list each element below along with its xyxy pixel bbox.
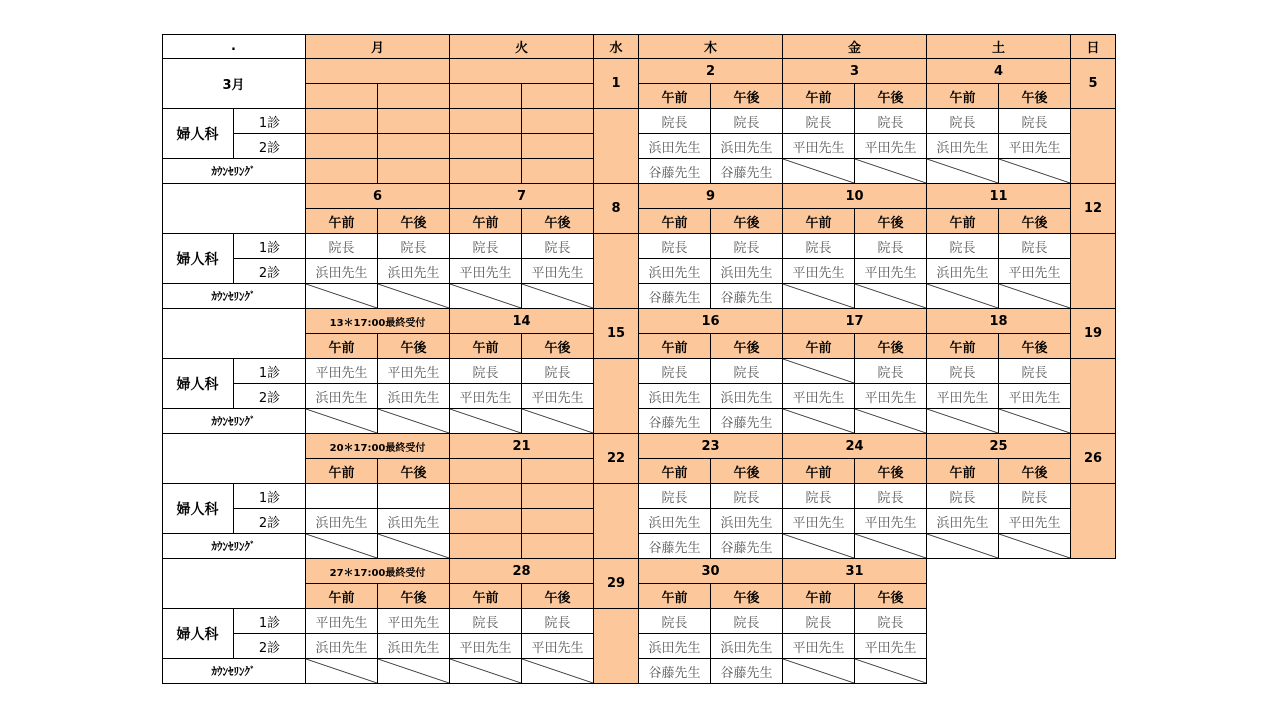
closed-cell <box>306 159 378 184</box>
unavailable-cell <box>999 409 1071 434</box>
doctor-cell: 平田先生 <box>450 384 522 409</box>
doctor-cell: 浜田先生 <box>378 634 450 659</box>
date-cell-sun: 26 <box>1071 434 1116 484</box>
unavailable-cell <box>783 159 855 184</box>
shin2-label: 2診 <box>234 384 306 409</box>
doctor-cell: 浜田先生 <box>711 509 783 534</box>
am-header: 午前 <box>450 334 522 359</box>
pm-header: 午後 <box>522 584 594 609</box>
doctor-cell: 平田先生 <box>306 359 378 384</box>
doctor-cell: 平田先生 <box>999 134 1071 159</box>
doctor-cell: 院長 <box>639 109 711 134</box>
unavailable-cell <box>855 534 927 559</box>
shin1-label: 1診 <box>234 609 306 634</box>
doctor-cell: 浜田先生 <box>927 509 999 534</box>
closed-cell-sun <box>1071 484 1116 559</box>
pm-header: 午後 <box>999 84 1071 109</box>
dept-label: 婦人科 <box>162 359 234 409</box>
closed-cell-sun <box>1071 109 1116 184</box>
counseling-label: ｶｳﾝｾﾘﾝｸﾞ <box>162 534 306 559</box>
unavailable-cell <box>522 409 594 434</box>
date-cell: 23 <box>639 434 783 459</box>
doctor-cell: 平田先生 <box>378 359 450 384</box>
corner-cell: . <box>162 34 306 59</box>
doctor-cell: 院長 <box>450 609 522 634</box>
doctor-cell: 平田先生 <box>783 384 855 409</box>
pm-header: 午後 <box>999 209 1071 234</box>
unavailable-cell <box>783 659 855 684</box>
doctor-cell: 浜田先生 <box>378 259 450 284</box>
pm-header: 午後 <box>711 459 783 484</box>
closed-cell <box>522 534 594 559</box>
date-cell: 3 <box>783 59 927 84</box>
doctor-cell: 院長 <box>999 234 1071 259</box>
doctor-cell: 院長 <box>522 359 594 384</box>
dept-label: 婦人科 <box>162 609 234 659</box>
doctor-cell: 院長 <box>639 609 711 634</box>
unavailable-cell <box>378 284 450 309</box>
unavailable-cell <box>927 534 999 559</box>
doctor-cell: 浜田先生 <box>378 509 450 534</box>
date-cell: 21 <box>450 434 594 459</box>
doctor-cell: 平田先生 <box>306 609 378 634</box>
closed-cell <box>450 509 522 534</box>
pm-header: 午後 <box>378 334 450 359</box>
closed-cell <box>522 159 594 184</box>
doctor-cell: 浜田先生 <box>639 384 711 409</box>
unavailable-cell <box>783 534 855 559</box>
doctor-cell: 浜田先生 <box>639 134 711 159</box>
empty-cell <box>378 84 450 109</box>
closed-cell <box>378 109 450 134</box>
doctor-cell: 平田先生 <box>999 259 1071 284</box>
am-header: 午前 <box>927 84 999 109</box>
doctor-cell: 浜田先生 <box>927 134 999 159</box>
doctor-cell: 院長 <box>855 609 927 634</box>
date-cell: 4 <box>927 59 1071 84</box>
unavailable-cell <box>783 359 855 384</box>
unavailable-cell <box>306 534 378 559</box>
doctor-cell: 院長 <box>783 484 855 509</box>
am-header: 午前 <box>783 459 855 484</box>
doctor-cell: 院長 <box>711 484 783 509</box>
blank-label-cell <box>162 309 306 359</box>
doctor-cell: 平田先生 <box>999 509 1071 534</box>
closed-cell <box>306 134 378 159</box>
doctor-cell: 院長 <box>711 109 783 134</box>
empty-date-cell <box>306 59 450 84</box>
pm-header: 午後 <box>711 334 783 359</box>
date-cell: 31 <box>783 559 927 584</box>
doctor-cell: 院長 <box>783 609 855 634</box>
doctor-cell: 平田先生 <box>783 634 855 659</box>
date-cell: 27＊17:00最終受付 <box>306 559 450 584</box>
unavailable-cell <box>855 284 927 309</box>
dept-label: 婦人科 <box>162 484 234 534</box>
doctor-cell: 浜田先生 <box>306 259 378 284</box>
pm-header: 午後 <box>855 584 927 609</box>
blank-label-cell <box>162 559 306 609</box>
doctor-cell: 院長 <box>306 234 378 259</box>
doctor-cell: 平田先生 <box>783 509 855 534</box>
am-header: 午前 <box>306 334 378 359</box>
closed-cell <box>450 159 522 184</box>
doctor-cell: 谷藤先生 <box>711 284 783 309</box>
date-cell: 18 <box>927 309 1071 334</box>
am-header: 午前 <box>783 209 855 234</box>
pm-header: 午後 <box>378 584 450 609</box>
unavailable-cell <box>783 409 855 434</box>
closed-cell <box>522 484 594 509</box>
weekday-header: 水 <box>594 34 639 59</box>
doctor-cell: 平田先生 <box>783 259 855 284</box>
empty-date-cell <box>450 59 594 84</box>
closed-cell-wed <box>594 609 639 684</box>
unavailable-cell <box>522 284 594 309</box>
doctor-cell: 平田先生 <box>450 634 522 659</box>
am-header: 午前 <box>450 209 522 234</box>
unavailable-cell <box>927 159 999 184</box>
shin1-label: 1診 <box>234 234 306 259</box>
doctor-cell: 院長 <box>639 359 711 384</box>
doctor-cell: 院長 <box>999 484 1071 509</box>
doctor-cell: 浜田先生 <box>639 259 711 284</box>
counseling-label: ｶｳﾝｾﾘﾝｸﾞ <box>162 284 306 309</box>
blank-label-cell <box>162 434 306 484</box>
empty-cell <box>306 84 378 109</box>
date-cell: 24 <box>783 434 927 459</box>
closed-cell <box>306 109 378 134</box>
pm-header: 午後 <box>999 459 1071 484</box>
shin2-label: 2診 <box>234 259 306 284</box>
unavailable-cell <box>378 659 450 684</box>
closed-cell <box>450 109 522 134</box>
unavailable-cell <box>855 159 927 184</box>
doctor-cell: 院長 <box>450 234 522 259</box>
counseling-label: ｶｳﾝｾﾘﾝｸﾞ <box>162 409 306 434</box>
doctor-cell: 浜田先生 <box>711 384 783 409</box>
blank-cell <box>306 484 378 509</box>
doctor-cell: 平田先生 <box>378 609 450 634</box>
doctor-cell: 院長 <box>999 109 1071 134</box>
doctor-cell: 浜田先生 <box>711 259 783 284</box>
weekday-header: 火 <box>450 34 594 59</box>
date-cell-sun: 5 <box>1071 59 1116 109</box>
dept-label: 婦人科 <box>162 109 234 159</box>
closed-cell-wed <box>594 484 639 559</box>
am-header: 午前 <box>306 209 378 234</box>
date-cell-wed: 8 <box>594 184 639 234</box>
closed-cell <box>450 534 522 559</box>
doctor-cell: 平田先生 <box>522 384 594 409</box>
closed-cell-sun <box>1071 234 1116 309</box>
shin2-label: 2診 <box>234 509 306 534</box>
doctor-cell: 院長 <box>450 359 522 384</box>
date-cell: 10 <box>783 184 927 209</box>
blank-label-cell <box>162 184 306 234</box>
pm-header: 午後 <box>522 334 594 359</box>
doctor-cell: 平田先生 <box>855 259 927 284</box>
pm-header: 午後 <box>711 584 783 609</box>
closed-cell <box>378 159 450 184</box>
doctor-cell: 院長 <box>378 234 450 259</box>
unavailable-cell <box>927 409 999 434</box>
doctor-cell: 平田先生 <box>522 259 594 284</box>
doctor-cell: 院長 <box>639 234 711 259</box>
closed-cell <box>522 134 594 159</box>
pm-header: 午後 <box>855 209 927 234</box>
doctor-cell: 院長 <box>783 109 855 134</box>
unavailable-cell <box>450 659 522 684</box>
weekday-header: 金 <box>783 34 927 59</box>
doctor-cell: 院長 <box>999 359 1071 384</box>
closed-cell <box>378 134 450 159</box>
pm-header: 午後 <box>855 334 927 359</box>
doctor-cell: 谷藤先生 <box>639 409 711 434</box>
date-cell-sun: 19 <box>1071 309 1116 359</box>
am-header: 午前 <box>639 584 711 609</box>
date-cell: 14 <box>450 309 594 334</box>
unavailable-cell <box>927 284 999 309</box>
pm-header: 午後 <box>999 334 1071 359</box>
closed-cell <box>450 484 522 509</box>
doctor-cell: 浜田先生 <box>306 384 378 409</box>
unavailable-cell <box>783 284 855 309</box>
doctor-cell: 院長 <box>711 359 783 384</box>
date-cell: 9 <box>639 184 783 209</box>
doctor-cell: 院長 <box>522 234 594 259</box>
doctor-cell: 谷藤先生 <box>639 534 711 559</box>
am-header: 午前 <box>306 584 378 609</box>
shin1-label: 1診 <box>234 109 306 134</box>
doctor-cell: 谷藤先生 <box>639 284 711 309</box>
empty-cell <box>522 84 594 109</box>
shin1-label: 1診 <box>234 484 306 509</box>
doctor-cell: 院長 <box>855 234 927 259</box>
am-header: 午前 <box>927 209 999 234</box>
doctor-cell: 浜田先生 <box>711 634 783 659</box>
counseling-label: ｶｳﾝｾﾘﾝｸﾞ <box>162 159 306 184</box>
closed-cell-wed <box>594 109 639 184</box>
pm-header: 午後 <box>855 84 927 109</box>
doctor-cell: 谷藤先生 <box>711 159 783 184</box>
date-cell: 16 <box>639 309 783 334</box>
weekday-header: 土 <box>927 34 1071 59</box>
unavailable-cell <box>855 409 927 434</box>
unavailable-cell <box>378 534 450 559</box>
doctor-cell: 院長 <box>855 484 927 509</box>
am-header: 午前 <box>450 584 522 609</box>
date-cell-sun: 12 <box>1071 184 1116 234</box>
closed-cell <box>522 109 594 134</box>
doctor-cell: 平田先生 <box>783 134 855 159</box>
weekday-header: 日 <box>1071 34 1116 59</box>
unavailable-cell <box>999 534 1071 559</box>
doctor-cell: 院長 <box>711 234 783 259</box>
date-cell: 7 <box>450 184 594 209</box>
am-header: 午前 <box>927 459 999 484</box>
doctor-cell: 浜田先生 <box>306 509 378 534</box>
closed-cell-wed <box>594 234 639 309</box>
blank-cell <box>378 484 450 509</box>
doctor-cell: 院長 <box>927 359 999 384</box>
weekday-header: 月 <box>306 34 450 59</box>
unavailable-cell <box>450 409 522 434</box>
doctor-cell: 院長 <box>855 359 927 384</box>
am-header: 午前 <box>927 334 999 359</box>
unavailable-cell <box>306 409 378 434</box>
doctor-cell: 平田先生 <box>855 509 927 534</box>
pm-header: 午後 <box>378 459 450 484</box>
unavailable-cell <box>855 659 927 684</box>
doctor-cell: 院長 <box>711 609 783 634</box>
date-cell-wed: 1 <box>594 59 639 109</box>
unavailable-cell <box>306 284 378 309</box>
date-cell: 28 <box>450 559 594 584</box>
weekday-header: 木 <box>639 34 783 59</box>
doctor-cell: 院長 <box>855 109 927 134</box>
doctor-cell: 平田先生 <box>855 384 927 409</box>
doctor-cell: 谷藤先生 <box>639 159 711 184</box>
doctor-cell: 浜田先生 <box>378 384 450 409</box>
doctor-cell: 平田先生 <box>855 134 927 159</box>
am-header: 午前 <box>639 84 711 109</box>
doctor-cell: 浜田先生 <box>711 134 783 159</box>
empty-cell <box>522 459 594 484</box>
unavailable-cell <box>999 159 1071 184</box>
unavailable-cell <box>999 284 1071 309</box>
am-header: 午前 <box>639 459 711 484</box>
am-header: 午前 <box>783 584 855 609</box>
pm-header: 午後 <box>711 209 783 234</box>
doctor-cell: 院長 <box>783 234 855 259</box>
unavailable-cell <box>306 659 378 684</box>
doctor-cell: 院長 <box>639 484 711 509</box>
doctor-cell: 院長 <box>927 234 999 259</box>
empty-cell <box>450 459 522 484</box>
pm-header: 午後 <box>378 209 450 234</box>
am-header: 午前 <box>783 334 855 359</box>
pm-header: 午後 <box>711 84 783 109</box>
doctor-cell: 平田先生 <box>450 259 522 284</box>
doctor-cell: 谷藤先生 <box>639 659 711 684</box>
doctor-cell: 院長 <box>522 609 594 634</box>
doctor-cell: 平田先生 <box>855 634 927 659</box>
closed-cell-wed <box>594 359 639 434</box>
date-cell: 20＊17:00最終受付 <box>306 434 450 459</box>
date-cell: 30 <box>639 559 783 584</box>
dept-label: 婦人科 <box>162 234 234 284</box>
shin2-label: 2診 <box>234 134 306 159</box>
doctor-cell: 平田先生 <box>522 634 594 659</box>
doctor-cell: 平田先生 <box>927 384 999 409</box>
date-cell: 11 <box>927 184 1071 209</box>
doctor-cell: 平田先生 <box>999 384 1071 409</box>
pm-header: 午後 <box>522 209 594 234</box>
unavailable-cell <box>378 409 450 434</box>
am-header: 午前 <box>639 334 711 359</box>
date-cell: 13＊17:00最終受付 <box>306 309 450 334</box>
doctor-cell: 浜田先生 <box>306 634 378 659</box>
counseling-label: ｶｳﾝｾﾘﾝｸﾞ <box>162 659 306 684</box>
date-cell: 17 <box>783 309 927 334</box>
am-header: 午前 <box>306 459 378 484</box>
month-label: 3月 <box>162 59 306 109</box>
am-header: 午前 <box>639 209 711 234</box>
doctor-cell: 谷藤先生 <box>711 659 783 684</box>
unavailable-cell <box>450 284 522 309</box>
closed-cell <box>522 509 594 534</box>
doctor-cell: 浜田先生 <box>639 634 711 659</box>
date-cell-wed: 29 <box>594 559 639 609</box>
closed-cell-sun <box>1071 359 1116 434</box>
date-cell: 2 <box>639 59 783 84</box>
date-cell-wed: 15 <box>594 309 639 359</box>
date-cell: 25 <box>927 434 1071 459</box>
am-header: 午前 <box>783 84 855 109</box>
shin2-label: 2診 <box>234 634 306 659</box>
closed-cell <box>450 134 522 159</box>
doctor-cell: 谷藤先生 <box>711 534 783 559</box>
date-cell: 6 <box>306 184 450 209</box>
pm-header: 午後 <box>855 459 927 484</box>
shin1-label: 1診 <box>234 359 306 384</box>
doctor-cell: 谷藤先生 <box>711 409 783 434</box>
doctor-cell: 院長 <box>927 484 999 509</box>
date-cell-wed: 22 <box>594 434 639 484</box>
doctor-cell: 院長 <box>927 109 999 134</box>
doctor-cell: 浜田先生 <box>927 259 999 284</box>
doctor-cell: 浜田先生 <box>639 509 711 534</box>
unavailable-cell <box>522 659 594 684</box>
empty-cell <box>450 84 522 109</box>
